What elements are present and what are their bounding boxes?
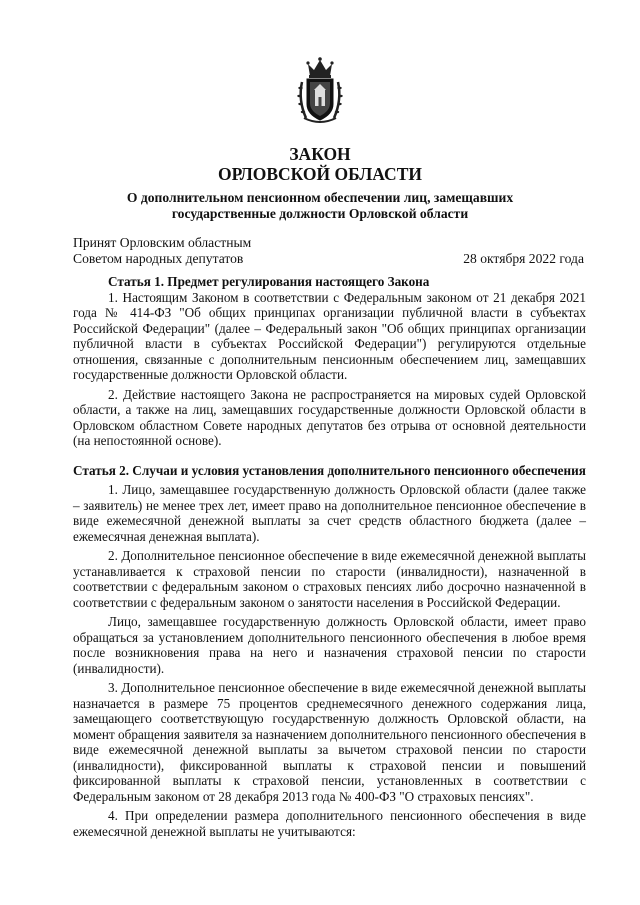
adoption-info — [73, 235, 251, 266]
document-region-title: ОРЛОВСКОЙ ОБЛАСТИ — [218, 164, 422, 184]
article-2-paragraph-1: 1. Лицо, замещавшее государственную должность Орловской области (далее также – заявитель) не менее трех лет, имеет право на дополнительное пенсионное обеспечение в виде ежемесячной денежной выплаты за счет средств областного бюджета (далее – ежемесячная денежная выплата). — [73, 482, 586, 544]
article-1-paragraph-1: 1. Настоящим Законом в соответствии с Федеральным законом от 21 декабря 2021 года № 414-ФЗ "Об общих принципах организации публичной власти в субъектах Российской Федерации" (далее – Федеральный закон "Об общих принципах организации публичной власти в субъектах Российской Федерации") регулируются отдельные отношения, связанные с дополнительным пенсионным обеспечением лиц, замещавших государственные должности Орловской области. — [73, 289, 586, 382]
article-1-heading: Статья 1. Предмет регулирования настоящего Закона — [108, 274, 430, 289]
document-subtitle: О дополнительном пенсионном обеспечении лиц, замещавших государственные должности Орловской области — [126, 190, 514, 221]
orel-oblast-coat-of-arms-icon — [296, 56, 344, 128]
article-2-paragraph-4: 3. Дополнительное пенсионное обеспечение в виде ежемесячной денежной выплаты назначается в размере 75 процентов среднемесячного денежного содержания лица, замещающего соответствующую государственную должность Орловской области, на момент обращения заявителя за назначением дополнительного пенсионного обеспечения в виде ежемесячной денежной выплаты за вычетом страховой пенсии по старости (инвалидности), фиксированной выплаты к страховой пенсии и повышений фиксированной выплаты к страховой пенсии, установленных в соответствии с Федеральным законом от 28 декабря 2013 года № 400-ФЗ "О страховых пенсиях". — [73, 680, 586, 804]
document-title: ЗАКОН — [289, 144, 351, 164]
article-2-paragraph-2: 2. Дополнительное пенсионное обеспечение в виде ежемесячной денежной выплаты устанавливается к страховой пенсии по старости (инвалидности), назначенной в соответствии с федеральным законом о страховых пенсиях либо досрочно назначенной в соответствии с федеральным законом о занятости населения в Российской Федерации. — [73, 548, 586, 610]
article-2-paragraph-5: 4. При определении размера дополнительного пенсионного обеспечения в виде ежемесячной денежной выплаты не учитываются: — [73, 808, 586, 839]
adoption-line-2: Советом народных депутатов — [73, 250, 244, 266]
article-1-paragraph-2: 2. Действие настоящего Закона не распространяется на мировых судей Орловской области, а также на лиц, замещавших государственные должности Орловской области в Орловском областном Совете народных депутатов без отрыва от основной деятельности (на непостоянной основе). — [73, 386, 586, 448]
document-body — [73, 274, 586, 839]
adoption-date: 28 октября 2022 года — [463, 251, 584, 266]
article-2-heading: Статья 2. Случаи и условия установления дополнительного пенсионного обеспечения — [73, 462, 586, 478]
adoption-line-1: Принят Орловским областным — [73, 235, 252, 250]
article-2-paragraph-3: Лицо, замещавшее государственную должность Орловской области, имеет право обращаться за установлением дополнительного пенсионного обеспечения в любое время после возникновения права на него и назначения страховой пенсии по старости (инвалидности). — [73, 614, 586, 676]
